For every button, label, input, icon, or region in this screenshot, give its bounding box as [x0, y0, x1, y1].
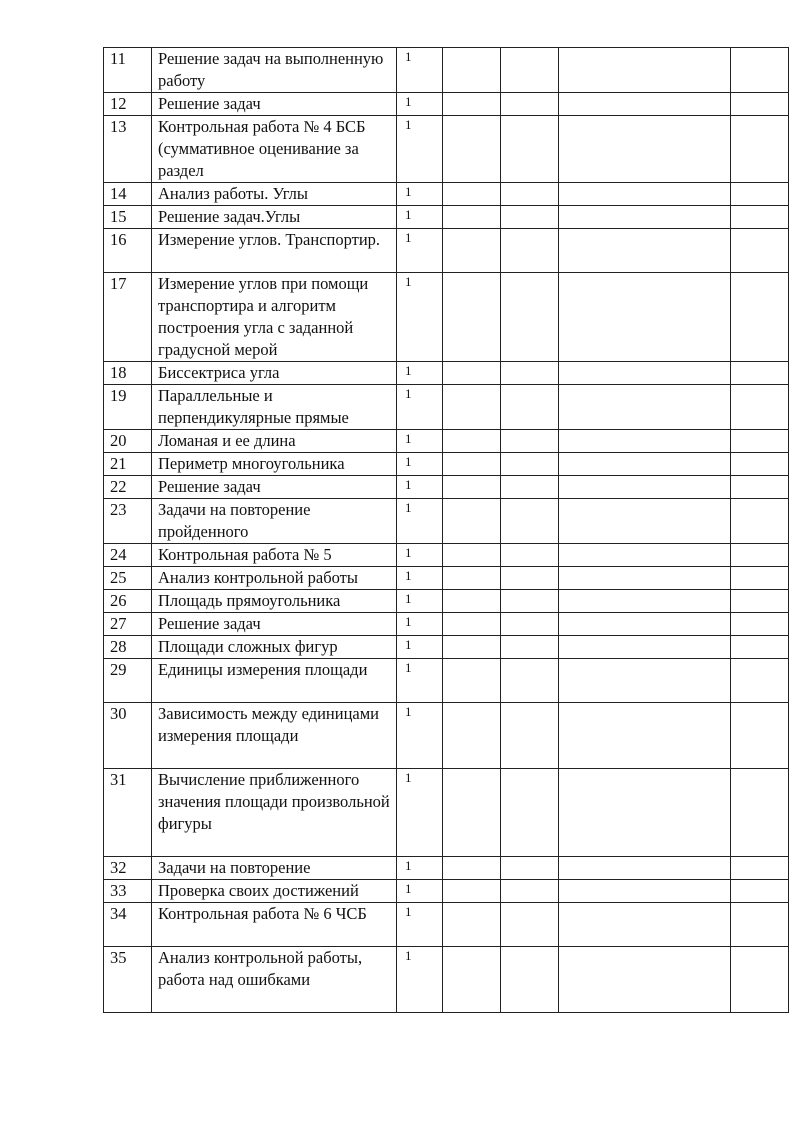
lesson-number: 14 — [104, 183, 152, 206]
table-row — [104, 206, 789, 229]
table-row — [104, 613, 789, 636]
empty-cell — [443, 947, 501, 1013]
table-row — [104, 430, 789, 453]
empty-cell — [559, 229, 731, 273]
lesson-hours: 1 — [397, 613, 443, 636]
empty-cell — [559, 947, 731, 1013]
empty-cell — [443, 183, 501, 206]
lesson-topic: Площади сложных фигур — [152, 636, 397, 659]
empty-cell — [559, 703, 731, 769]
lesson-hours: 1 — [397, 453, 443, 476]
empty-cell — [559, 880, 731, 903]
lesson-hours: 1 — [397, 430, 443, 453]
lesson-topic: Контрольная работа № 4 БСБ (суммативное оценивание за раздел — [152, 116, 397, 183]
table-row — [104, 183, 789, 206]
lesson-number: 13 — [104, 116, 152, 183]
empty-cell — [443, 206, 501, 229]
empty-cell — [731, 453, 789, 476]
lesson-number: 17 — [104, 273, 152, 362]
lesson-number: 21 — [104, 453, 152, 476]
lesson-number: 16 — [104, 229, 152, 273]
empty-cell — [443, 544, 501, 567]
lesson-topic: Контрольная работа № 6 ЧСБ — [152, 903, 397, 947]
empty-cell — [443, 703, 501, 769]
empty-cell — [731, 499, 789, 544]
empty-cell — [559, 544, 731, 567]
table-row — [104, 499, 789, 544]
lesson-topic: Измерение углов. Транспортир. — [152, 229, 397, 273]
empty-cell — [501, 703, 559, 769]
empty-cell — [559, 476, 731, 499]
lesson-hours: 1 — [397, 703, 443, 769]
empty-cell — [559, 362, 731, 385]
empty-cell — [501, 206, 559, 229]
lesson-topic: Анализ контрольной работы — [152, 567, 397, 590]
lesson-topic: Зависимость между единицами измерения площади — [152, 703, 397, 769]
lesson-hours: 1 — [397, 385, 443, 430]
lesson-topic: Решение задач — [152, 613, 397, 636]
lesson-hours: 1 — [397, 183, 443, 206]
empty-cell — [559, 206, 731, 229]
empty-cell — [443, 229, 501, 273]
lesson-topic: Анализ работы. Углы — [152, 183, 397, 206]
lesson-number: 27 — [104, 613, 152, 636]
empty-cell — [731, 659, 789, 703]
empty-cell — [731, 273, 789, 362]
empty-cell — [501, 636, 559, 659]
empty-cell — [501, 362, 559, 385]
lesson-number: 19 — [104, 385, 152, 430]
empty-cell — [731, 229, 789, 273]
empty-cell — [559, 183, 731, 206]
empty-cell — [559, 499, 731, 544]
empty-cell — [559, 903, 731, 947]
empty-cell — [559, 116, 731, 183]
empty-cell — [559, 453, 731, 476]
table-row — [104, 362, 789, 385]
empty-cell — [501, 229, 559, 273]
lesson-topic: Решение задач.Углы — [152, 206, 397, 229]
empty-cell — [731, 93, 789, 116]
empty-cell — [731, 857, 789, 880]
empty-cell — [731, 362, 789, 385]
empty-cell — [443, 659, 501, 703]
lesson-plan-table — [103, 47, 789, 1013]
empty-cell — [731, 206, 789, 229]
empty-cell — [443, 769, 501, 857]
empty-cell — [501, 613, 559, 636]
lesson-hours: 1 — [397, 880, 443, 903]
lesson-hours: 1 — [397, 273, 443, 362]
lesson-plan-body — [104, 48, 789, 1013]
table-row — [104, 857, 789, 880]
empty-cell — [559, 93, 731, 116]
empty-cell — [731, 880, 789, 903]
lesson-topic: Задачи на повторение — [152, 857, 397, 880]
empty-cell — [443, 48, 501, 93]
empty-cell — [443, 857, 501, 880]
lesson-number: 23 — [104, 499, 152, 544]
empty-cell — [443, 385, 501, 430]
lesson-number: 33 — [104, 880, 152, 903]
empty-cell — [443, 362, 501, 385]
empty-cell — [443, 453, 501, 476]
lesson-hours: 1 — [397, 229, 443, 273]
empty-cell — [501, 880, 559, 903]
empty-cell — [443, 116, 501, 183]
empty-cell — [559, 659, 731, 703]
empty-cell — [501, 590, 559, 613]
lesson-topic: Единицы измерения площади — [152, 659, 397, 703]
empty-cell — [501, 430, 559, 453]
table-row — [104, 116, 789, 183]
table-row — [104, 947, 789, 1013]
lesson-topic: Ломаная и ее длина — [152, 430, 397, 453]
lesson-topic: Вычисление приближенного значения площади произвольной фигуры — [152, 769, 397, 857]
empty-cell — [501, 903, 559, 947]
lesson-number: 26 — [104, 590, 152, 613]
empty-cell — [731, 769, 789, 857]
empty-cell — [501, 453, 559, 476]
lesson-hours: 1 — [397, 93, 443, 116]
empty-cell — [731, 613, 789, 636]
lesson-topic: Контрольная работа № 5 — [152, 544, 397, 567]
empty-cell — [559, 273, 731, 362]
empty-cell — [501, 857, 559, 880]
lesson-hours: 1 — [397, 636, 443, 659]
table-row — [104, 703, 789, 769]
empty-cell — [731, 947, 789, 1013]
lesson-hours: 1 — [397, 499, 443, 544]
lesson-topic: Площадь прямоугольника — [152, 590, 397, 613]
lesson-topic: Задачи на повторение пройденного — [152, 499, 397, 544]
empty-cell — [501, 769, 559, 857]
empty-cell — [731, 476, 789, 499]
lesson-hours: 1 — [397, 590, 443, 613]
table-row — [104, 903, 789, 947]
empty-cell — [731, 385, 789, 430]
empty-cell — [443, 903, 501, 947]
empty-cell — [501, 48, 559, 93]
table-row — [104, 273, 789, 362]
lesson-hours: 1 — [397, 947, 443, 1013]
empty-cell — [501, 116, 559, 183]
table-row — [104, 453, 789, 476]
empty-cell — [443, 636, 501, 659]
table-row — [104, 93, 789, 116]
lesson-hours: 1 — [397, 116, 443, 183]
empty-cell — [501, 947, 559, 1013]
empty-cell — [731, 703, 789, 769]
lesson-number: 25 — [104, 567, 152, 590]
lesson-number: 34 — [104, 903, 152, 947]
empty-cell — [731, 183, 789, 206]
lesson-number: 32 — [104, 857, 152, 880]
empty-cell — [501, 273, 559, 362]
empty-cell — [559, 385, 731, 430]
empty-cell — [559, 48, 731, 93]
lesson-topic: Решение задач — [152, 476, 397, 499]
empty-cell — [443, 430, 501, 453]
empty-cell — [443, 880, 501, 903]
lesson-hours: 1 — [397, 206, 443, 229]
lesson-number: 30 — [104, 703, 152, 769]
lesson-hours: 1 — [397, 857, 443, 880]
lesson-number: 28 — [104, 636, 152, 659]
empty-cell — [501, 659, 559, 703]
lesson-number: 31 — [104, 769, 152, 857]
empty-cell — [443, 590, 501, 613]
empty-cell — [559, 590, 731, 613]
lesson-number: 11 — [104, 48, 152, 93]
lesson-hours: 1 — [397, 769, 443, 857]
lesson-number: 22 — [104, 476, 152, 499]
empty-cell — [559, 613, 731, 636]
empty-cell — [731, 590, 789, 613]
empty-cell — [731, 544, 789, 567]
empty-cell — [559, 769, 731, 857]
lesson-number: 35 — [104, 947, 152, 1013]
lesson-hours: 1 — [397, 362, 443, 385]
empty-cell — [501, 544, 559, 567]
table-row — [104, 590, 789, 613]
lesson-number: 24 — [104, 544, 152, 567]
table-row — [104, 880, 789, 903]
lesson-topic: Измерение углов при помощи транспортира и алгоритм построения угла с заданной градусной мерой — [152, 273, 397, 362]
empty-cell — [501, 567, 559, 590]
empty-cell — [559, 857, 731, 880]
empty-cell — [731, 903, 789, 947]
lesson-topic: Периметр многоугольника — [152, 453, 397, 476]
empty-cell — [443, 476, 501, 499]
empty-cell — [731, 116, 789, 183]
lesson-number: 29 — [104, 659, 152, 703]
empty-cell — [501, 93, 559, 116]
empty-cell — [731, 567, 789, 590]
empty-cell — [501, 499, 559, 544]
lesson-topic: Проверка своих достижений — [152, 880, 397, 903]
empty-cell — [443, 567, 501, 590]
lesson-hours: 1 — [397, 544, 443, 567]
empty-cell — [443, 499, 501, 544]
lesson-number: 20 — [104, 430, 152, 453]
table-row — [104, 48, 789, 93]
table-row — [104, 385, 789, 430]
table-row — [104, 567, 789, 590]
lesson-hours: 1 — [397, 659, 443, 703]
table-row — [104, 659, 789, 703]
lesson-hours: 1 — [397, 567, 443, 590]
lesson-number: 18 — [104, 362, 152, 385]
empty-cell — [443, 93, 501, 116]
empty-cell — [731, 430, 789, 453]
table-row — [104, 636, 789, 659]
lesson-topic: Решение задач — [152, 93, 397, 116]
lesson-number: 15 — [104, 206, 152, 229]
table-row — [104, 476, 789, 499]
empty-cell — [443, 613, 501, 636]
lesson-hours: 1 — [397, 476, 443, 499]
lesson-topic: Параллельные и перпендикулярные прямые — [152, 385, 397, 430]
empty-cell — [559, 567, 731, 590]
table-row — [104, 544, 789, 567]
empty-cell — [559, 430, 731, 453]
table-row — [104, 229, 789, 273]
lesson-number: 12 — [104, 93, 152, 116]
empty-cell — [443, 273, 501, 362]
lesson-topic: Анализ контрольной работы, работа над ошибками — [152, 947, 397, 1013]
empty-cell — [731, 48, 789, 93]
empty-cell — [731, 636, 789, 659]
empty-cell — [501, 385, 559, 430]
lesson-topic: Биссектриса угла — [152, 362, 397, 385]
table-row — [104, 769, 789, 857]
lesson-topic: Решение задач на выполненную работу — [152, 48, 397, 93]
empty-cell — [501, 183, 559, 206]
lesson-hours: 1 — [397, 903, 443, 947]
empty-cell — [501, 476, 559, 499]
empty-cell — [559, 636, 731, 659]
lesson-hours: 1 — [397, 48, 443, 93]
